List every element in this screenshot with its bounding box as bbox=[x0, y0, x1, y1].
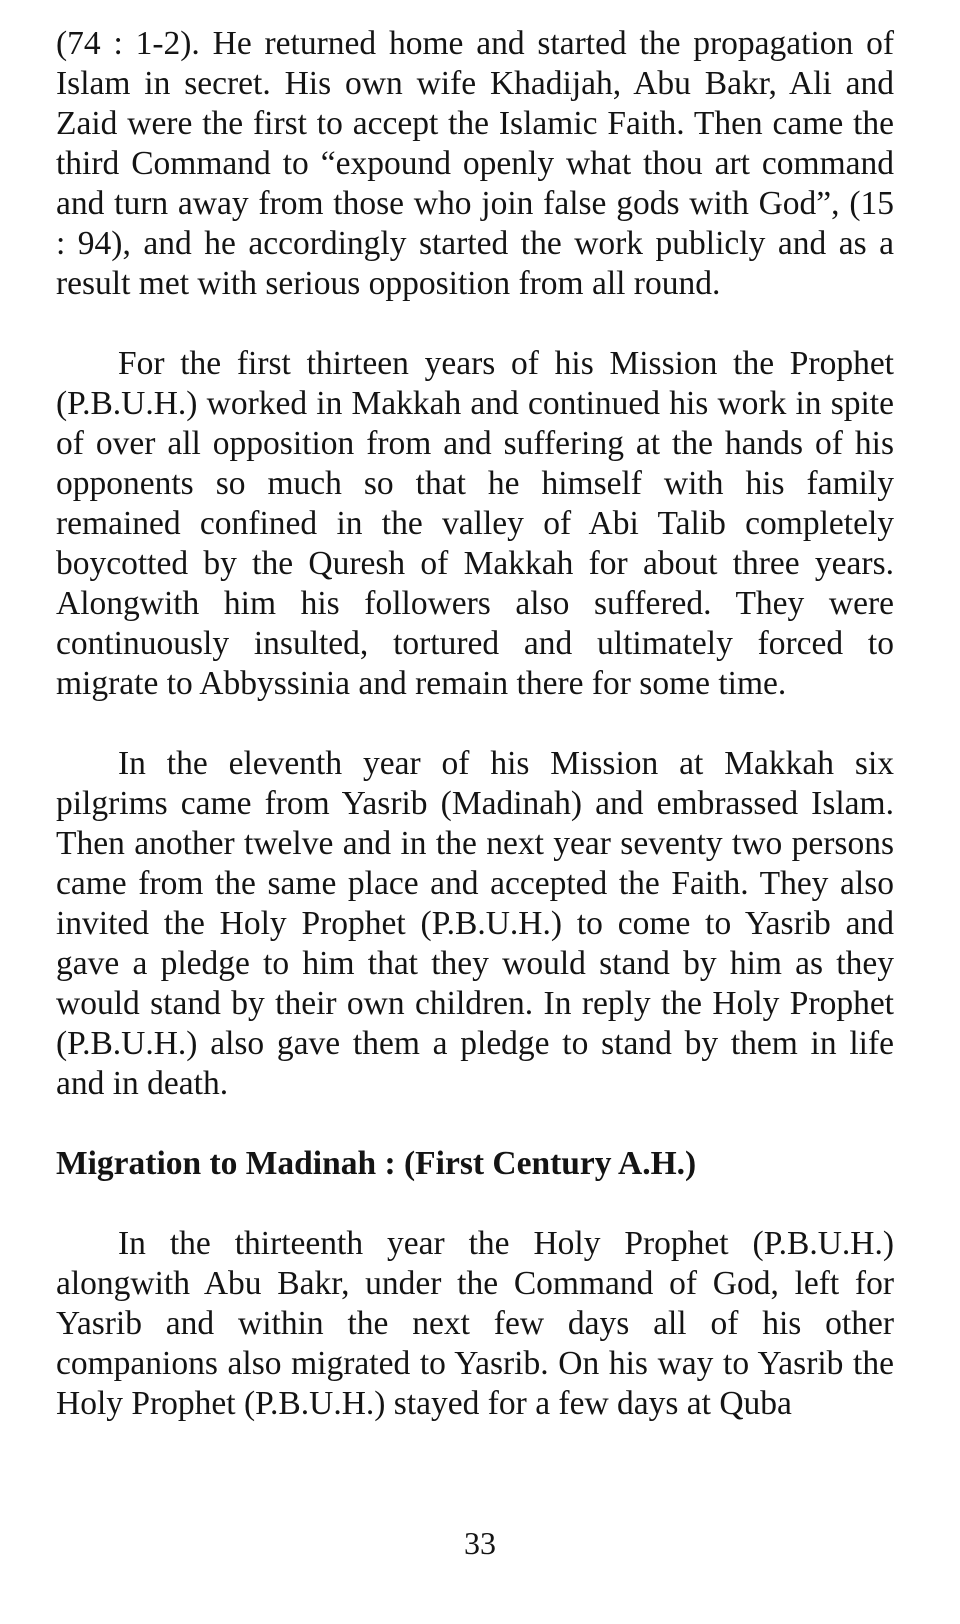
paragraph-opening: (74 : 1-2). He returned home and started the propagation of Islam in secret. His own wife Khadijah, Abu Bakr, Ali and Zaid were the first to accept the Islamic Faith. Then came the third Command to “expound openly what thou art command and turn away from those who join false gods with God”, (15 : 94), and he accordingly started the work publicly and as a result met with serious opposition from all round. bbox=[56, 25, 894, 302]
book-page bbox=[56, 24, 894, 1564]
page-number: 33 bbox=[464, 1525, 496, 1561]
paragraph-yasrib-pilgrims: In the eleventh year of his Mission at Makkah six pilgrims came from Yasrib (Madinah) and embrassed Islam. Then another twelve and in the next year seventy two persons came from the same place and accepted the Faith. They also invited the Holy Prophet (P.B.U.H.) to come to Yasrib and gave a pledge to him that they would stand by him as they would stand by their own children. In reply the Holy Prophet (P.B.U.H.) also gave them a pledge to stand by them in life and in death. bbox=[56, 745, 894, 1102]
paragraph-makkah-years: For the first thirteen years of his Mission the Prophet (P.B.U.H.) worked in Makkah and continued his work in spite of over all opposition from and suffering at the hands of his opponents so much so that he himself with his family remained confined in the valley of Abi Talib completely boycotted by the Quresh of Makkah for about three years. Alongwith him his followers also suffered. They were continuously insulted, tortured and ultimately forced to migrate to Abbyssinia and remain there for some time. bbox=[56, 345, 894, 702]
section-heading-migration: Migration to Madinah : (First Century A.H.) bbox=[56, 1145, 697, 1182]
paragraph-migration: In the thirteenth year the Holy Prophet (P.B.U.H.) alongwith Abu Bakr, under the Command of God, left for Yasrib and within the next few days all of his other companions also migrated to Yasrib. On his way to Yasrib the Holy Prophet (P.B.U.H.) stayed for a few days at Quba bbox=[56, 1225, 894, 1422]
